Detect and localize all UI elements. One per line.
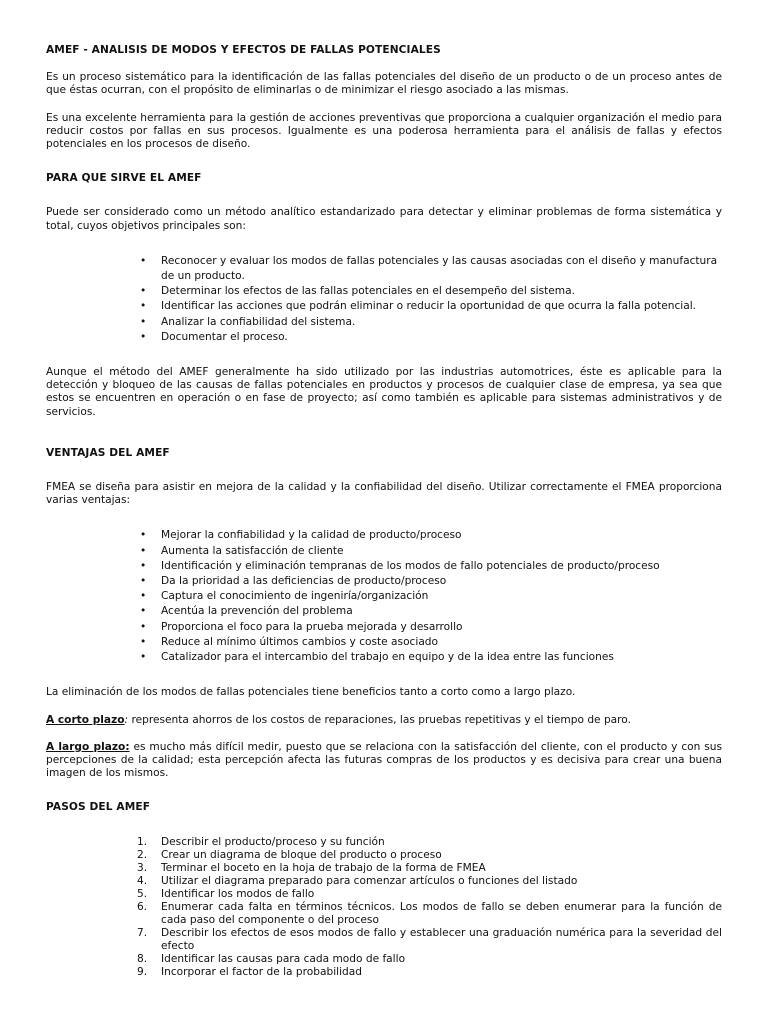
bullet-icon: • bbox=[140, 529, 147, 542]
bullet-icon: • bbox=[140, 605, 147, 618]
list-item: • Aumenta la satisfacción de cliente bbox=[161, 544, 722, 559]
list-item: 3. Terminar el boceto en la hoja de trabajo de la forma de FMEA bbox=[137, 861, 486, 874]
list-item: • Catalizador para el intercambio del trabajo en equipo y de la idea entre las funciones bbox=[161, 650, 722, 665]
section2-paragraph-1: FMEA se diseña para asistir en mejora de la calidad y la confiabilidad del diseño. Utilizar correctamente el FMEA proporciona varias ventajas: bbox=[46, 481, 722, 507]
step-number: 5. bbox=[137, 887, 148, 900]
document-title: AMEF - ANALISIS DE MODOS Y EFECTOS DE FALLAS POTENCIALES bbox=[46, 44, 441, 56]
short-term-paragraph bbox=[46, 714, 722, 727]
section-heading-ventajas: VENTAJAS DEL AMEF bbox=[46, 446, 170, 459]
bullet-icon: • bbox=[140, 330, 147, 343]
bullet-icon: • bbox=[140, 285, 147, 298]
list-item: • Proporciona el foco para la prueba mejorada y desarrollo bbox=[161, 620, 722, 635]
short-term-label: A corto plazo bbox=[46, 713, 125, 726]
step-number: 1. bbox=[137, 835, 148, 848]
objectives-list bbox=[46, 254, 722, 345]
list-item: • Documentar el proceso. bbox=[161, 330, 722, 345]
list-item: 8. Identificar las causas para cada modo de fallo bbox=[137, 952, 406, 965]
list-item: 1. Describir el producto/proceso y su función bbox=[137, 835, 385, 848]
long-term-paragraph bbox=[46, 741, 722, 781]
section-heading-pasos: PASOS DEL AMEF bbox=[46, 801, 151, 814]
bullet-icon: • bbox=[140, 559, 147, 572]
advantages-list bbox=[46, 528, 722, 665]
list-item: • Mejorar la confiabilidad y la calidad de producto/proceso bbox=[161, 528, 722, 543]
short-term-colon: : bbox=[124, 713, 129, 726]
list-item: • Da la prioridad a las deficiencias de producto/proceso bbox=[161, 574, 722, 589]
list-item: 5. Identificar los modos de fallo bbox=[137, 887, 315, 900]
bullet-icon: • bbox=[140, 315, 147, 328]
intro-paragraph-1: Es un proceso sistemático para la identificación de las fallas potenciales del diseño de un producto o de un proceso antes de que éstas ocurran, con el propósito de eliminarlas o de minimizar el riesgo asociado a las mismas. bbox=[46, 71, 722, 97]
list-item: 7. Describir los efectos de esos modos de fallo y establecer una graduación numérica para la severidad del efecto bbox=[137, 926, 722, 952]
list-item: • Acentúa la prevención del problema bbox=[161, 604, 722, 619]
step-number: 7. bbox=[137, 926, 148, 939]
bullet-icon: • bbox=[140, 300, 147, 313]
bullet-icon: • bbox=[140, 254, 147, 267]
step-number: 6. bbox=[137, 900, 148, 913]
document-page bbox=[46, 44, 722, 979]
section1-paragraph-1: Puede ser considerado como un método analítico estandarizado para detectar y eliminar problemas de forma sistemática y total, cuyos objetivos principales son: bbox=[46, 206, 722, 232]
long-term-label: A largo plazo: bbox=[46, 740, 130, 753]
short-term-text: representa ahorros de los costos de reparaciones, las pruebas repetitivas y el tiempo de paro. bbox=[128, 713, 631, 726]
list-item: 2. Crear un diagrama de bloque del producto o proceso bbox=[137, 848, 442, 861]
step-number: 2. bbox=[137, 848, 148, 861]
intro-paragraph-2: Es una excelente herramienta para la gestión de acciones preventivas que proporciona a cualquier organización el medio para reducir costos por fallas en sus procesos. Igualmente es una poderosa herramienta para el análisis de fallas y efectos potenciales en los procesos de diseño. bbox=[46, 111, 722, 151]
list-item: • Reconocer y evaluar los modos de fallas potenciales y las causas asociadas con el diseño y manufactura de un producto. bbox=[140, 254, 718, 283]
section-heading-para-que-sirve: PARA QUE SIRVE EL AMEF bbox=[46, 172, 202, 185]
step-number: 4. bbox=[137, 874, 148, 887]
list-item: • Reduce al mínimo últimos cambios y coste asociado bbox=[161, 635, 722, 650]
list-item: • Determinar los efectos de las fallas potenciales en el desempeño del sistema. bbox=[161, 284, 722, 299]
list-item: • Analizar la confiabilidad del sistema. bbox=[161, 315, 722, 330]
list-item: • Identificar las acciones que podrán eliminar o reducir la oportunidad de que ocurra la falla potencial. bbox=[161, 299, 722, 314]
bullet-icon: • bbox=[140, 544, 147, 557]
steps-list bbox=[46, 836, 722, 979]
step-number: 8. bbox=[137, 952, 148, 965]
bullet-icon: • bbox=[140, 590, 147, 603]
section1-paragraph-2: Aunque el método del AMEF generalmente ha sido utilizado por las industrias automotrices, éste es aplicable para la detección y bloqueo de las causas de fallas potenciales en productos y procesos de cualquier clase de empresa, ya sea que estos se encuentren en operación o en fase de proyecto; así como también es aplicable para sistemas administrativos y de servicios. bbox=[46, 366, 722, 418]
list-item: 9. Incorporar el factor de la probabilidad bbox=[137, 965, 362, 978]
step-number: 3. bbox=[137, 861, 148, 874]
bullet-icon: • bbox=[140, 651, 147, 664]
section2-paragraph-2: La eliminación de los modos de fallas potenciales tiene beneficios tanto a corto como a largo plazo. bbox=[46, 686, 576, 699]
list-item: 4. Utilizar el diagrama preparado para comenzar artículos o funciones del listado bbox=[137, 874, 578, 887]
bullet-icon: • bbox=[140, 635, 147, 648]
list-item: • Identificación y eliminación tempranas de los modos de fallo potenciales de producto/proceso bbox=[161, 559, 722, 574]
list-item: 6. Enumerar cada falta en términos técnicos. Los modos de fallo se deben enumerar para la función de cada paso del componente o del proceso bbox=[137, 900, 722, 926]
step-number: 9. bbox=[137, 965, 148, 978]
bullet-icon: • bbox=[140, 575, 147, 588]
list-item: • Captura el conocimiento de ingeniría/organización bbox=[161, 589, 722, 604]
long-term-text: es mucho más difícil medir, puesto que se relaciona con la satisfacción del cliente, con el producto y con sus percepciones de la calidad; esta percepción afecta las futuras compras de los productos y es decisiva para crear una buena imagen de los mismos. bbox=[46, 740, 722, 780]
bullet-icon: • bbox=[140, 620, 147, 633]
